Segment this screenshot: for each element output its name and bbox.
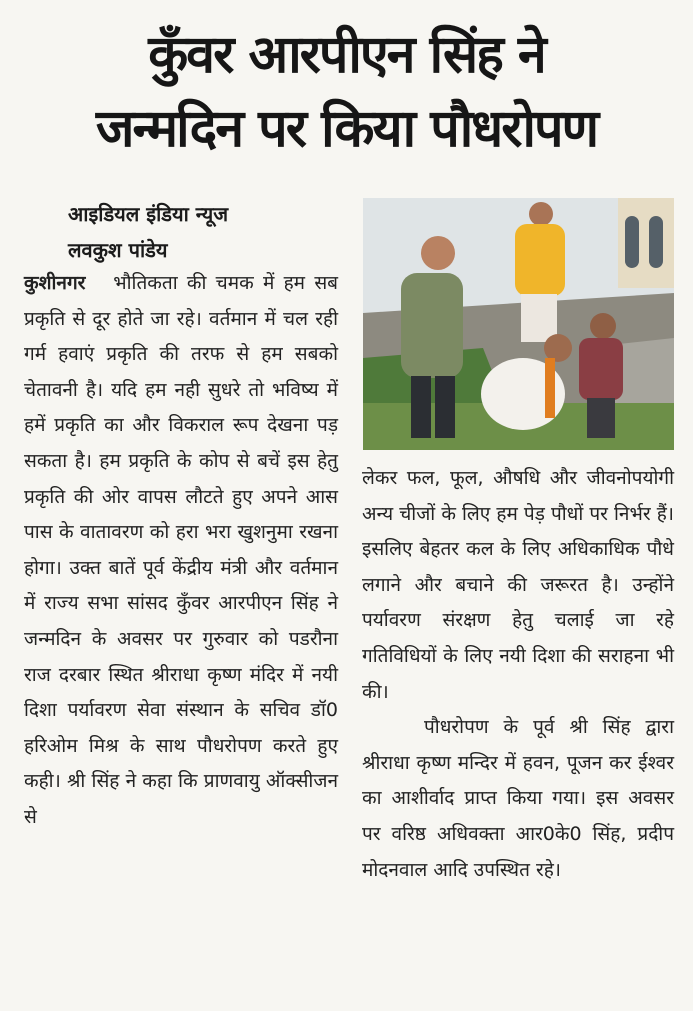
headline-line-2: जन्मदिन पर किया पौधरोपण <box>95 99 598 159</box>
article-right-column <box>362 461 674 888</box>
byline-agency: आइडियल इंडिया न्यूज <box>68 202 229 226</box>
article-right-paragraph-2: पौधरोपण के पूर्व श्री सिंह द्वारा श्रीराधा कृष्ण मन्दिर में हवन, पूजन कर ईश्वर का आशीर्वाद प्राप्त किया गया। इस अवसर पर वरिष्ठ अधिवक्ता आर0के0 सिंह, प्रदीप मोदनवाल आदि उपस्थित रहे। <box>362 716 674 881</box>
planting-photo-illustration <box>363 198 674 450</box>
byline <box>68 196 228 268</box>
article-body-left <box>24 266 338 836</box>
article-left-column <box>24 266 338 836</box>
article-right-paragraph-1: लेकर फल, फूल, औषधि और जीवनोपयोगी अन्य चीजों के लिए हम पेड़ पौधों पर निर्भर हैं। इसलिए बेहतर कल के लिए अधिकाधिक पौधे लगाने और बचाने की जरूरत है। उन्होंने पर्यावरण संरक्षण हेतु चलाई जा रहे गतिविधियों के लिए नयी दिशा की सराहना भी की। <box>362 467 674 703</box>
byline-reporter: लवकुश पांडेय <box>68 238 168 262</box>
news-photo <box>363 198 674 450</box>
article-dateline: कुशीनगर <box>24 272 86 294</box>
headline <box>0 18 693 166</box>
article-left-text: भौतिकता की चमक में हम सब प्रकृति से दूर होते जा रहे। वर्तमान में चल रही गर्म हवाएं प्रकृति की तरफ से हम सबको चेतावनी है। यदि हम नही सुधरे तो भविष्य में हमें प्रकृति का और विकराल रूप देखना पड़ सकता है। हम प्रकृति के कोप से बचें इस हेतु प्रकृति की ओर वापस लौटते हुए अपने आस पास के वातावरण को हरा भरा खुशनुमा रखना होगा। उक्त बातें पूर्व केंद्रीय मंत्री और वर्तमान में राज्य सभा सांसद कुँवर आरपीएन सिंह ने जन्मदिन के अवसर पर गुरुवार को पडरौना राज दरबार स्थित श्रीराधा कृष्ण मंदिर में नयी दिशा पर्यावरण सेवा संस्थान के सचिव डॉ0 हरिओम मिश्र के साथ पौधरोपण करते हुए कही। श्री सिंह ने कहा कि प्राणवायु ऑक्सीजन से <box>24 272 339 828</box>
headline-line-1: कुँवर आरपीएन सिंह ने <box>148 25 545 85</box>
